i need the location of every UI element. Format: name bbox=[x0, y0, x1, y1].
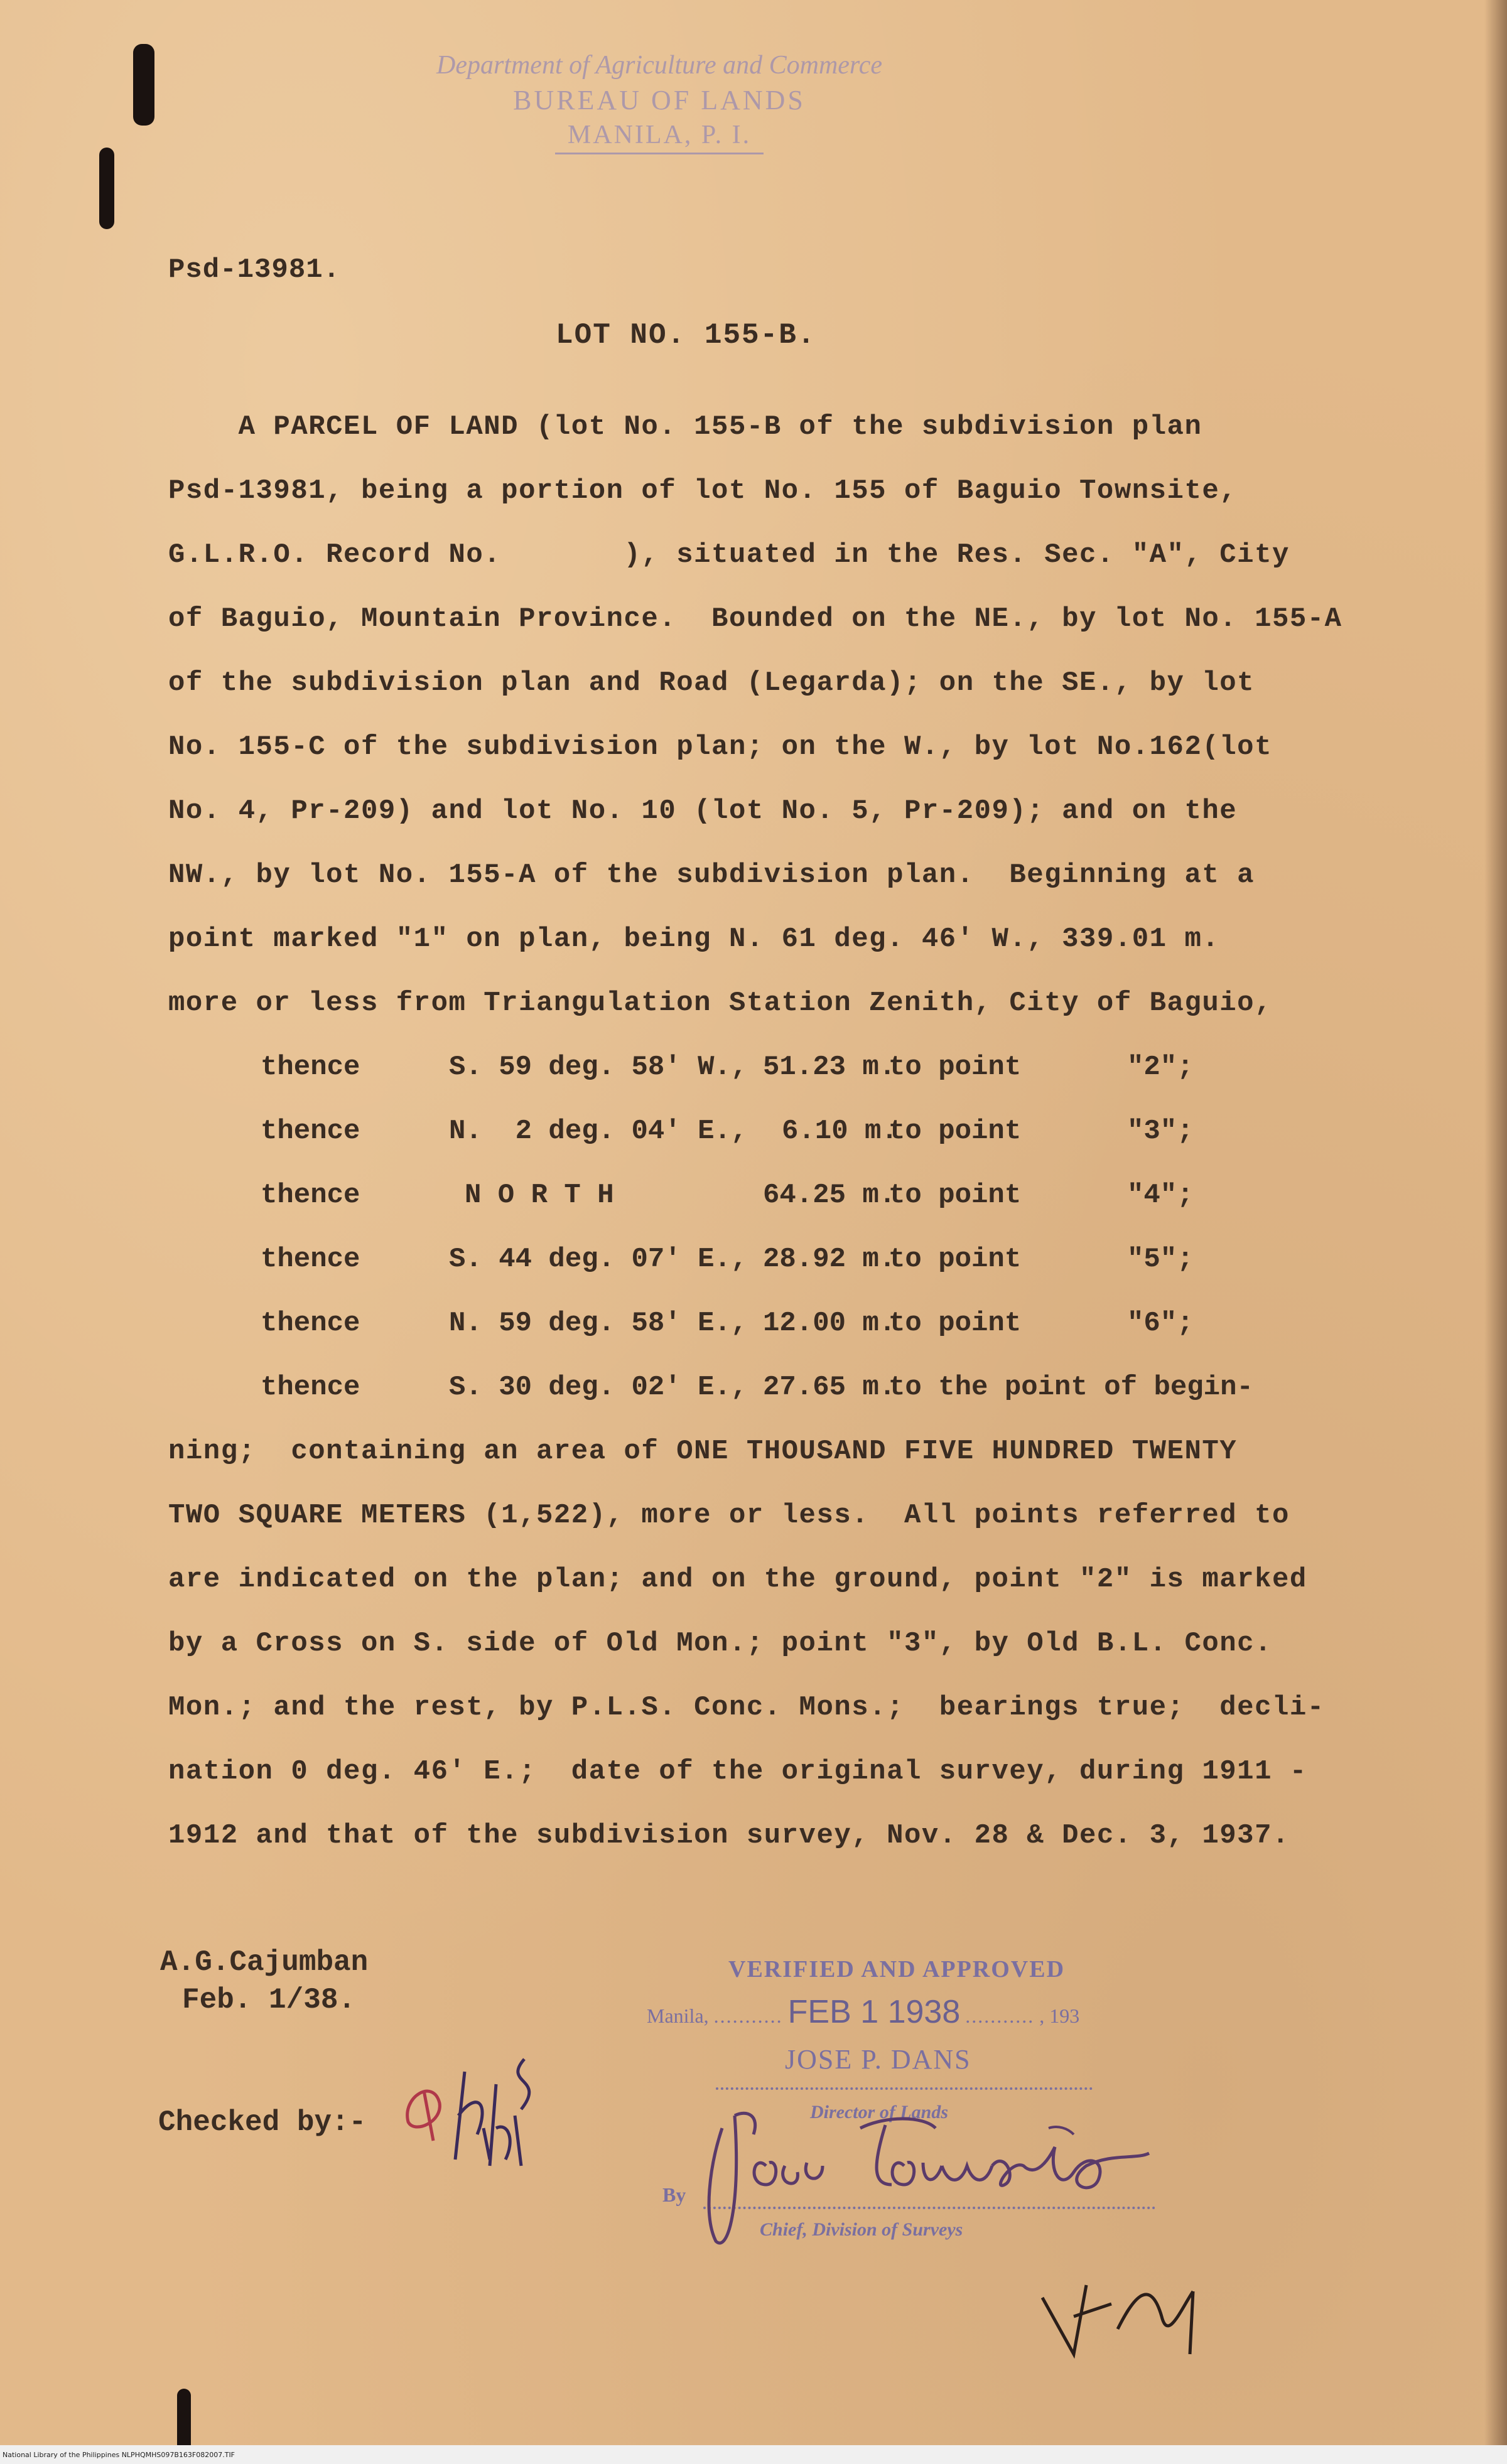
plan-reference: Psd-13981. bbox=[168, 254, 341, 286]
course-to: to point bbox=[889, 1308, 1022, 1339]
course-to: to point bbox=[889, 1180, 1022, 1211]
course-bearing: N O R T H bbox=[465, 1180, 614, 1211]
punch-hole-mid bbox=[99, 148, 114, 229]
course-to: to point bbox=[889, 1116, 1022, 1147]
closing-line: nation 0 deg. 46' E.; date of the original survey, during 1911 - bbox=[168, 1756, 1307, 1787]
description-line: A PARCEL OF LAND (lot No. 155-B of the subdivision plan bbox=[168, 411, 1202, 443]
course-point: "3"; bbox=[1127, 1116, 1194, 1147]
lot-title: LOT NO. 155-B. bbox=[556, 319, 816, 352]
verified-stamp-year: , 193 bbox=[1039, 2004, 1080, 2027]
director-signature-line bbox=[716, 2087, 1093, 2090]
course-thence: thence bbox=[261, 1308, 360, 1339]
footer-strip bbox=[0, 2445, 1507, 2464]
course-bearing: N. 59 deg. 58' E., bbox=[449, 1308, 748, 1339]
course-distance: 6.10 m. bbox=[782, 1116, 898, 1147]
course-thence: thence bbox=[261, 1244, 360, 1275]
course-bearing: S. 44 deg. 07' E., bbox=[449, 1244, 748, 1275]
description-line: point marked "1" on plan, being N. 61 deg. 46' W., 339.01 m. bbox=[168, 923, 1220, 955]
course-bearing: S. 59 deg. 58' W., bbox=[449, 1052, 748, 1083]
punch-hole-top bbox=[133, 44, 154, 126]
punch-hole-bottom bbox=[177, 2389, 191, 2451]
course-to: to point bbox=[889, 1052, 1022, 1083]
course-distance: 28.92 m. bbox=[763, 1244, 896, 1275]
department-stamp-line3: MANILA, P. I. bbox=[555, 120, 764, 154]
course-distance: 27.65 m. bbox=[763, 1372, 896, 1403]
verified-stamp-date: FEB 1 1938 bbox=[787, 1994, 961, 2030]
course-bearing: N. 2 deg. 04' E., bbox=[449, 1116, 748, 1147]
course-to: to the point of begin- bbox=[889, 1372, 1253, 1403]
verified-stamp-date-line: Manila, ........... FEB 1 1938 ........... , 193 bbox=[647, 1994, 1080, 2030]
course-thence: thence bbox=[261, 1180, 360, 1211]
description-line: of Baguio, Mountain Province. Bounded on the NE., by lot No. 155-A bbox=[168, 603, 1342, 635]
description-line: of the subdivision plan and Road (Legarda); on the SE., by lot bbox=[168, 667, 1255, 699]
course-point: "4"; bbox=[1127, 1180, 1194, 1211]
description-line: No. 4, Pr-209) and lot No. 10 (lot No. 5, Pr-209); and on the bbox=[168, 795, 1238, 827]
closing-line: ning; containing an area of ONE THOUSAND FIVE HUNDRED TWENTY bbox=[168, 1436, 1238, 1467]
description-line: No. 155-C of the subdivision plan; on the W., by lot No.162(lot bbox=[168, 731, 1272, 763]
checker-initials-signature bbox=[396, 2034, 559, 2197]
course-distance: 64.25 m. bbox=[763, 1180, 896, 1211]
course-point: "6"; bbox=[1127, 1308, 1194, 1339]
department-stamp bbox=[314, 50, 1005, 154]
prepared-date: Feb. 1/38. bbox=[182, 1984, 356, 2016]
verified-stamp-place: Manila, bbox=[647, 2004, 709, 2027]
page-edge-shadow bbox=[1484, 0, 1507, 2464]
course-thence: thence bbox=[261, 1372, 360, 1403]
closing-line: 1912 and that of the subdivision survey, Nov. 28 & Dec. 3, 1937. bbox=[168, 1820, 1290, 1851]
chief-title: Chief, Division of Surveys bbox=[760, 2219, 963, 2240]
course-distance: 12.00 m. bbox=[763, 1308, 896, 1339]
course-to: to point bbox=[889, 1244, 1022, 1275]
course-thence: thence bbox=[261, 1116, 360, 1147]
closing-line: TWO SQUARE METERS (1,522), more or less. All points referred to bbox=[168, 1500, 1290, 1531]
director-name: JOSE P. DANS bbox=[785, 2044, 971, 2075]
description-line: Psd-13981, being a portion of lot No. 155 of Baguio Townsite, bbox=[168, 475, 1238, 507]
closing-line: by a Cross on S. side of Old Mon.; point "3", by Old B.L. Conc. bbox=[168, 1628, 1272, 1659]
description-line: more or less from Triangulation Station Zenith, City of Baguio, bbox=[168, 987, 1272, 1019]
closing-line: Mon.; and the rest, by P.L.S. Conc. Mons.; bearings true; decli- bbox=[168, 1692, 1325, 1723]
course-point: "2"; bbox=[1127, 1052, 1194, 1083]
department-stamp-line1: Department of Agriculture and Commerce bbox=[436, 51, 882, 80]
archive-footer-text: National Library of the Philippines NLPHQMHS097B163F082007.TIF bbox=[3, 2451, 235, 2459]
course-bearing: S. 30 deg. 02' E., bbox=[449, 1372, 748, 1403]
department-stamp-line2: BUREAU OF LANDS bbox=[513, 85, 806, 116]
checked-by-label: Checked by:- bbox=[158, 2106, 367, 2139]
course-distance: 51.23 m. bbox=[763, 1052, 896, 1083]
checker-initials-mark bbox=[1036, 2235, 1237, 2360]
by-label: By bbox=[662, 2183, 686, 2206]
closing-line: are indicated on the plan; and on the ground, point "2" is marked bbox=[168, 1564, 1307, 1595]
verified-stamp-title: VERIFIED AND APPROVED bbox=[728, 1956, 1066, 1982]
director-title: Director of Lands bbox=[810, 2102, 948, 2122]
description-line: NW., by lot No. 155-A of the subdivision plan. Beginning at a bbox=[168, 859, 1255, 891]
course-thence: thence bbox=[261, 1052, 360, 1083]
prepared-by: A.G.Cajumban bbox=[160, 1946, 369, 1979]
description-line: G.L.R.O. Record No. ), situated in the Res. Sec. "A", City bbox=[168, 539, 1290, 571]
course-point: "5"; bbox=[1127, 1244, 1194, 1275]
